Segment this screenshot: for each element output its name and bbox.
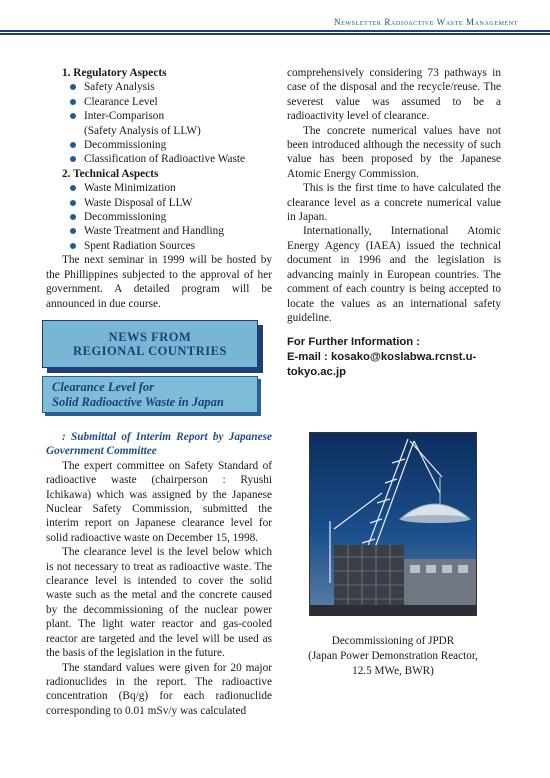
news-section-banner	[42, 320, 258, 368]
info-heading: For Further Information :	[287, 336, 421, 349]
technical-list	[70, 181, 272, 253]
ground	[310, 605, 477, 616]
article-body	[46, 430, 272, 718]
newsletter-title: Newsletter Radioactive Waste Management	[334, 17, 518, 27]
list-item: Safety Analysis	[70, 80, 272, 94]
further-information	[287, 335, 501, 380]
caption-line: Decommissioning of JPDR	[331, 635, 455, 647]
caption-line: 12.5 MWe, BWR)	[352, 665, 434, 677]
photo-caption	[290, 634, 496, 679]
list-item: Clearance Level	[70, 95, 272, 109]
list-item: Classification of Radioactive Waste	[70, 152, 272, 166]
crane-dome-illustration	[310, 433, 477, 616]
article-paragraph: The concrete numerical values have not been introduced although the necessity of such value has been proposed by the Japanese Atomic Energy Commission.	[287, 124, 501, 180]
list-item	[70, 109, 272, 138]
contact-email[interactable]: E-mail : kosako@koslabwa.rcnst.u-tokyo.ac.jp	[287, 351, 477, 379]
article-paragraph: This is the first time to have calculated the clearance level as a concrete numerical value in Japan.	[287, 182, 501, 224]
article-title-line2: Solid Radioactive Waste in Japan	[52, 394, 224, 409]
list-item: Spent Radiation Sources	[70, 239, 272, 253]
right-column	[287, 66, 501, 380]
article-title-box	[42, 376, 258, 413]
news-banner-line2: REGIONAL COUNTRIES	[73, 344, 227, 358]
left-column	[46, 66, 272, 311]
page-header	[0, 0, 550, 40]
article-paragraph: The clearance level is the level below which is not necessary to treat as radioactive waste. The clearance level is intended to cover the solid waste such as the metal and the concrete caused by the decommissioning of the nuclear power plant. The light water reactor and gas-cooled reactor are targeted and the level will be used as the basis of the legislation in the future.	[46, 546, 272, 660]
list-item: Waste Disposal of LLW	[70, 196, 272, 210]
news-banner-line1: NEWS FROM	[108, 330, 192, 344]
header-rule	[0, 30, 550, 35]
article-paragraph: The expert committee on Safety Standard of radioactive waste (chairperson : Ryushi Ichikawa) which was assigned by the Japanese Nuclear Safety Commission, submitted the interim report on Japanese clearance level for solid radioactive waste on December 15, 1998.	[46, 459, 272, 544]
list-item-label: Inter-Comparison	[84, 110, 165, 123]
article-subtitle: : Submittal of Interim Report by Japanese Government Committee	[46, 431, 272, 458]
seminar-paragraph: The next seminar in 1999 will be hosted by the Phillippines subjected to the approval of her government. A detailed program will be announced in due course.	[46, 254, 272, 310]
list-item: Decommissioning	[70, 138, 272, 152]
news-banner-text	[73, 330, 227, 358]
list-item-sub: (Safety Analysis of LLW)	[84, 124, 201, 137]
regulatory-list	[70, 80, 272, 166]
article-paragraph: The standard values were given for 20 major radionuclides in the report. The radioactive concentration (Bq/g) for each radionuclide corresponding to 0.01 mSv/y was calculated	[46, 661, 272, 717]
section-heading-regulatory: 1. Regulatory Aspects	[62, 67, 167, 79]
article-continuation: comprehensively considering 73 pathways in case of the disposal and the recycle/reuse. The severest value was assumed to be a radioactivity level of clearance.	[287, 67, 501, 123]
dome-rim	[400, 515, 470, 523]
section-heading-technical: 2. Technical Aspects	[62, 167, 159, 180]
list-item: Waste Treatment and Handling	[70, 224, 272, 238]
article-paragraph: Internationally, International Atomic Energy Agency (IAEA) issued the technical document in 1996 and the legislation is advancing mainly in European countries. The comment of each country is being accepted to locate the values as an international safety guideline.	[287, 225, 501, 324]
jpdr-photo	[309, 432, 477, 616]
article-title-line1: Clearance Level for	[52, 380, 155, 394]
caption-line: (Japan Power Demonstration Reactor,	[308, 650, 478, 662]
list-item: Waste Minimization	[70, 181, 272, 195]
list-item: Decommissioning	[70, 210, 272, 224]
